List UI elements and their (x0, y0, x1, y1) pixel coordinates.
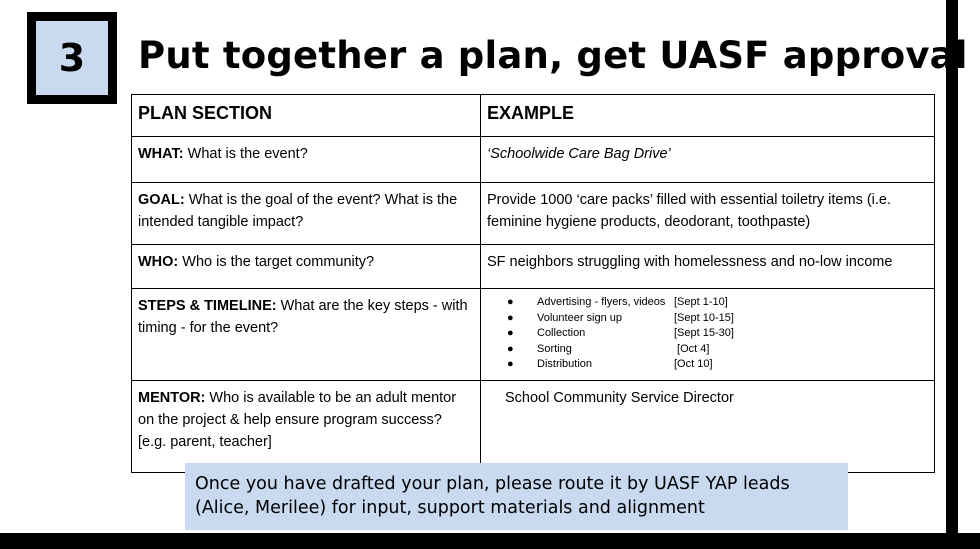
question-cell (132, 183, 481, 245)
step-number: 3 (58, 36, 86, 80)
row-question: Who is the target community? (178, 254, 375, 270)
row-question: What are the key steps - with timing - for the event? (138, 298, 468, 336)
example-cell: ‘Schoolwide Care Bag Drive’ (481, 137, 935, 183)
table-row-goal (132, 183, 935, 245)
bullet-icon: ● (507, 311, 514, 324)
bullet-icon: ● (507, 342, 514, 355)
row-question: What is the goal of the event? What is the intended tangible impact? (138, 192, 458, 230)
list-item (507, 311, 928, 327)
row-key: STEPS & TIMELINE: (138, 298, 277, 314)
example-cell (481, 289, 935, 381)
header-plan-section: PLAN SECTION (132, 95, 481, 137)
step-timing: [Oct 10] (674, 358, 713, 371)
row-key: MENTOR: (138, 390, 206, 406)
question-cell (132, 245, 481, 289)
question-cell (132, 289, 481, 381)
row-key: WHAT: (138, 146, 184, 162)
plan-table (131, 94, 935, 473)
list-item (507, 295, 928, 311)
right-frame-bar (946, 0, 958, 549)
table-row-steps (132, 289, 935, 381)
list-item (507, 342, 928, 358)
step-name: Collection (537, 327, 586, 340)
bullet-icon: ● (507, 327, 514, 340)
example-cell: Provide 1000 ‘care packs’ filled with essential toiletry items (i.e. feminine hygiene products, deodorant, toothpaste) (481, 183, 935, 245)
step-name: Distribution (537, 358, 593, 371)
step-timing: [Sept 10-15] (674, 311, 734, 324)
step-name: Sorting (537, 342, 572, 355)
question-cell (132, 381, 481, 473)
step-timing: [Sept 15-30] (674, 327, 734, 340)
table-row-mentor (132, 381, 935, 473)
row-question: What is the event? (183, 146, 308, 162)
list-item (507, 357, 928, 373)
table-header-row (132, 95, 935, 137)
example-cell: School Community Service Director (481, 381, 935, 473)
question-cell (132, 137, 481, 183)
list-item (507, 326, 928, 342)
steps-list (487, 295, 928, 373)
bullet-icon: ● (507, 358, 514, 371)
page-title: Put together a plan, get UASF approval (138, 34, 968, 77)
header-example: EXAMPLE (481, 95, 935, 137)
step-name: Advertising - flyers, videos (537, 296, 666, 308)
callout-note: Once you have drafted your plan, please route it by UASF YAP leads (Alice, Merilee) for input, support materials and alignment (185, 463, 848, 530)
step-number-badge (27, 12, 117, 104)
bullet-icon: ● (507, 296, 514, 308)
row-key: WHO: (138, 254, 179, 270)
step-timing: [Oct 4] (674, 342, 710, 355)
step-name: Volunteer sign up (537, 311, 623, 324)
table-row-who (132, 245, 935, 289)
table-row-what (132, 137, 935, 183)
step-timing: [Sept 1-10] (674, 296, 728, 308)
row-key: GOAL: (138, 192, 185, 208)
example-cell: SF neighbors struggling with homelessness and no-low income (481, 245, 935, 289)
bottom-frame-bar (0, 533, 980, 549)
row-question: Who is available to be an adult mentor on the project & help ensure program success? [e.g. parent, teacher] (138, 390, 457, 450)
